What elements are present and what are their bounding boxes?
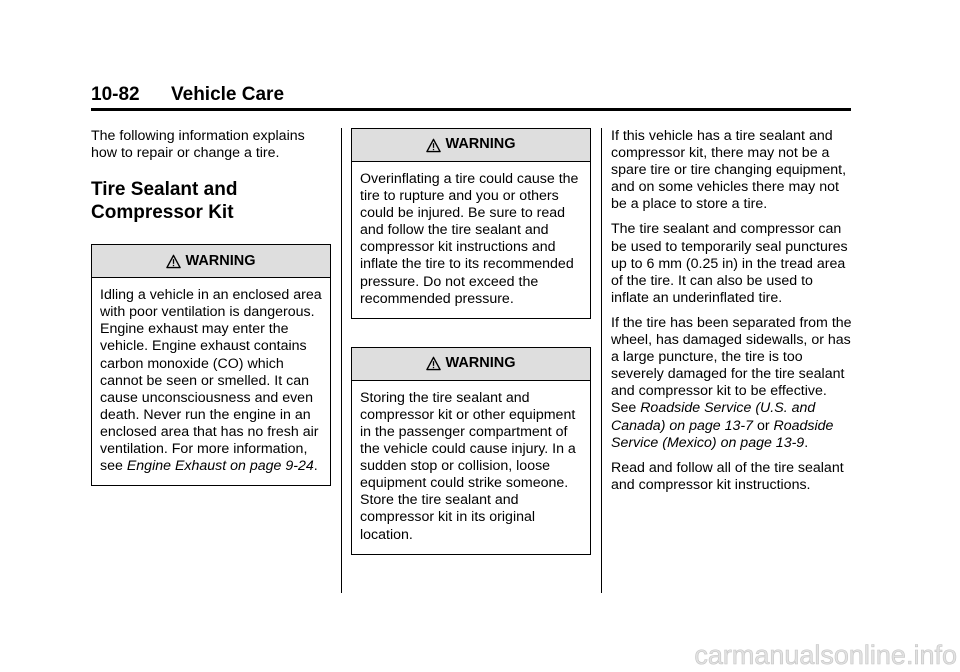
warning-header [92,245,330,278]
column-2 [351,128,591,555]
section-title: Vehicle Care [171,84,285,105]
warning-box-storage [351,347,591,555]
page-number: 10-82 [91,84,140,105]
paragraph-text: If the tire has been separated from the wheel, has damaged sidewalls, or has a large puncture, the tire is too severely damaged for the tire sealant and compressor kit to be effective. See [611,314,852,417]
cross-reference-link[interactable]: Roadside Service (Mexico) on page 13-9 [611,417,834,451]
warning-header [352,129,590,162]
warning-triangle-icon [426,138,441,153]
warning-label: WARNING [185,252,256,269]
column-divider-2 [601,128,602,593]
cross-reference-link[interactable]: Engine Exhaust on page 9-24 [126,458,314,475]
warning-label: WARNING [445,355,516,372]
paragraph-sealant-use: The tire sealant and compressor can be used to temporarily seal punctures up to 6 mm (0.25 in) in the tread area of the tire. It can also be used to inflate an underinflated tire. [611,221,848,306]
intro-paragraph: The following information explains how to repair or change a tire. [91,128,305,162]
page-header [91,84,851,110]
column-3 [611,128,853,502]
section-heading [91,178,331,224]
paragraph-spare-tire: If this vehicle has a tire sealant and compressor kit, there may not be a spare tire or tire changing equipment, and on some vehicles there may not be a place to store a tire. [611,128,847,213]
warning-end: . [313,458,318,475]
warning-text: Idling a vehicle in an enclosed area with poor ventilation is dangerous. Engine exhaust may enter the vehicle. Engine exhaust contains carbon monoxide (CO) which cannot be seen or smelled. It can cause unconsciousness and even death. Never run the engine in an enclosed area that has no fresh air ventilation. For more information, see [100,287,322,475]
warning-box-overinflating [351,128,591,319]
warning-body: Storing the tire sealant and compressor kit or other equipment in the passenger compartment of the vehicle could cause injury. In a sudden stop or collision, loose equipment could strike someone. Store the tire sealant and compressor kit in its original location. [360,389,576,543]
cross-reference-link[interactable]: Roadside Service (U.S. and Canada) on page 13-7 [611,400,816,434]
paragraph-text: or [753,417,774,434]
heading-line-2: Compressor Kit [91,202,234,224]
header-rule [91,108,851,111]
column-1 [91,128,331,486]
heading-line-1: Tire Sealant and [91,179,238,201]
warning-box-exhaust [91,244,331,486]
warning-body [92,278,330,485]
paragraph-damage [611,315,853,452]
warning-label: WARNING [445,136,516,153]
warning-header [352,348,590,381]
warning-body: Overinflating a tire could cause the tire to rupture and you or others could be injured. Be sure to read and follow the tire sealant and compressor kit instructions and inflate the tire to its recommended pressure. Do not exceed the recommended pressure. [360,171,579,307]
warning-triangle-icon [166,254,181,269]
warning-triangle-icon [426,356,441,371]
paragraph-instructions: Read and follow all of the tire sealant and compressor kit instructions. [611,459,844,493]
paragraph-text: . [804,434,809,451]
column-divider-1 [341,128,342,593]
watermark-text: carmanualsonline.info [694,640,957,670]
